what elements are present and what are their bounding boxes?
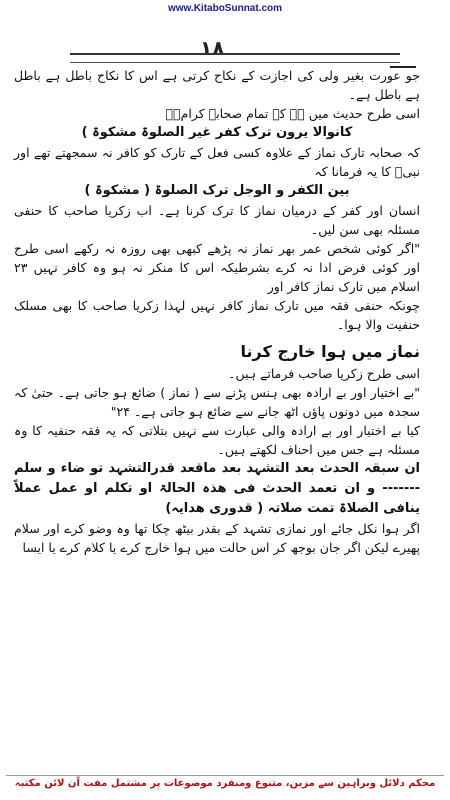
arabic-quote-1: کانوالا یرون ترک کفر غیر الصلوۃ مشکوۃ ) [81, 125, 353, 140]
paragraph-hanafi: چونکہ حنفی فقہ میں تارک نماز کافر نہیں لہذا زکریا صاحب کا بھی مسلک حنفیت والا ہوا۔ [14, 298, 420, 332]
paragraph-sahaba: اسی طرح حدیث میں ہے کہ تمام صحابہ کرامؓ۔ [165, 106, 420, 121]
page-number: ۱۸ [200, 36, 225, 60]
paragraph-kufr: انسان اور کفر کے درمیان نماز کا ترک کرنا ہے۔ اب زکریا صاحب کا حنفی مسئلہ بھی سن لیں۔ [14, 203, 420, 237]
footer-tagline: محکم دلائل وبراہین سے مزین، متنوع ومنفرد موضوعات پر مشتمل مفت آن لائن مکتبہ [14, 778, 436, 789]
paragraph-translation: اگر ہوا نکل جائے اور نمازی تشہد کے بقدر بیٹھ چکا تھا وہ وضو کرے اور سلام پھیرے لیکن اگر جان بوجھ کر اس حالت میں ہوا خارج کرے یا کلام کرے یا ایسا [14, 521, 420, 555]
paragraph-quote-hansna: "بے اختیار اور بے ارادہ بھی ہنس پڑنے سے ( نماز ) ضائع ہو جاتی ہے۔ حتیٰ کہ سجدہ میں دونوں پاؤں اٹھ جانے سے ضائع ہو جاتی ہے۔ ۲۴" [14, 385, 420, 419]
page-body [14, 66, 420, 557]
paragraph-zakariya: اسی طرح زکریا صاحب فرماتے ہیں۔ [228, 366, 420, 381]
paragraph-tarik-namaz: کہ صحابہ تارک نماز کے علاوہ کسی فعل کے تارک کو کافر نہ سمجھتے تھے اور نبیؐ کا یہ فرمانا کہ [14, 145, 420, 179]
paragraph-nikah: جو عورت بغیر ولی کی اجازت کے نکاح کرتی ہے اس کا نکاح باطل ہے باطل ہے باطل ہے۔ [14, 68, 420, 102]
footer-divider [6, 775, 444, 776]
paragraph-question: کیا بے اختیار اور بے ارادہ والی عبارت سے نہیں بتلاتی کہ یہ فقہ حنفیہ کا وہ مسئلہ ہے جس میں احناف لکھتے ہیں۔ [14, 423, 420, 457]
section-heading: نماز میں ہوا خارج کرنا [240, 342, 420, 361]
header-divider [70, 53, 400, 63]
arabic-quote-3: ان سبقہ الحدث بعد التشہد بعد ماقعد قدرالتشہد تو ضاء و سلم ------- و ان تعمد الحدث فی ھذہ الحالۃ او تکلم او عمل عملاً ینافی الصلاۃ تمت صلاتہ ( قدوری ھدایہ) [14, 461, 420, 516]
arabic-quote-2: بین الکفر و الوجل ترک الصلوۃ ( مشکوۃ ) [84, 183, 350, 198]
site-url[interactable]: www.KitaboSunnat.com [167, 3, 283, 14]
paragraph-quote-umar: "اگر کوئی شخص عمر بھر نماز نہ پڑھے کبھی بھی روزہ نہ رکھے اسی طرح اور کوئی فرض ادا نہ کرے بشرطیکہ اس کا منکر نہ ہو وہ کافر نہیں ۲۳ اسلام میں تارک نماز کافر اور [14, 241, 420, 294]
